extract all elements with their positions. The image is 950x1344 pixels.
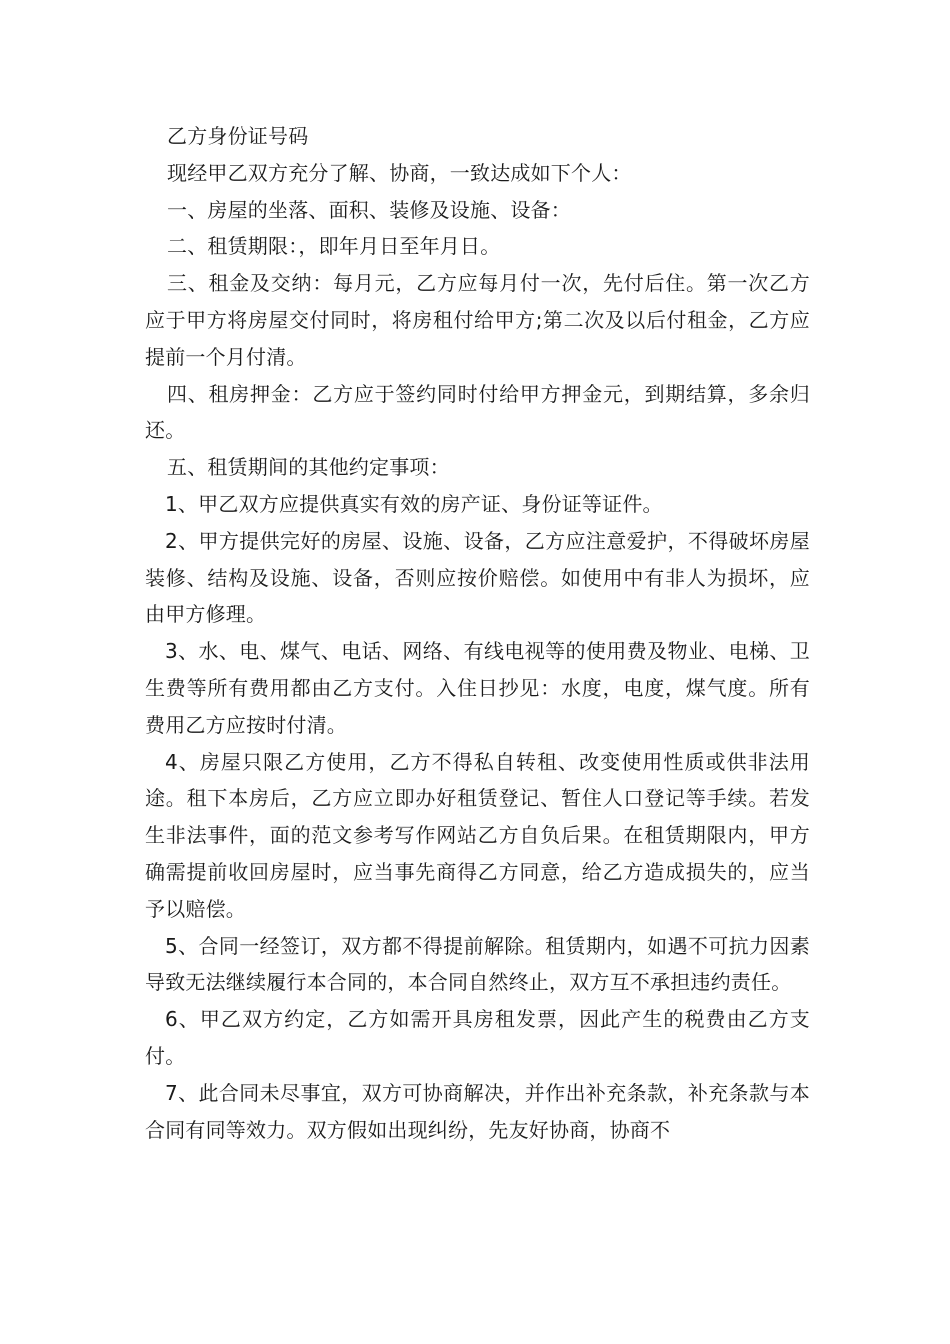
paragraph-clause-3: 三、租金及交纳：每月元，乙方应每月付一次，先付后住。第一次乙方应于甲方将房屋交付同时，将房租付给甲方;第二次及以后付租金，乙方应提前一个月付清。 xyxy=(145,271,810,369)
paragraph-id-number: 乙方身份证号码 xyxy=(167,124,309,148)
paragraph-item-5: 5、合同一经签订，双方都不得提前解除。租赁期内，如遇不可抗力因素导致无法继续履行本合同的，本合同自然终止，双方互不承担违约责任。 xyxy=(145,933,810,995)
paragraph-clause-1: 一、房屋的坐落、面积、装修及设施、设备： xyxy=(167,197,571,222)
document-body xyxy=(145,118,810,1148)
paragraph-clause-4: 四、租房押金：乙方应于签约同时付给甲方押金元，到期结算，多余归还。 xyxy=(145,381,810,443)
paragraph-item-1: 1、甲乙双方应提供真实有效的房产证、身份证等证件。 xyxy=(165,491,663,516)
paragraph-item-6: 6、甲乙双方约定，乙方如需开具房租发票，因此产生的税费由乙方支付。 xyxy=(145,1007,810,1068)
paragraph-item-3: 3、水、电、煤气、电话、网络、有线电视等的使用费及物业、电梯、卫生费等所有费用都由乙方支付。入住日抄见：水度，电度，煤气度。所有费用乙方应按时付清。 xyxy=(145,639,810,737)
paragraph-preamble: 现经甲乙双方充分了解、协商，一致达成如下个人： xyxy=(167,160,632,185)
paragraph-item-2: 2、甲方提供完好的房屋、设施、设备，乙方应注意爱护，不得破坏房屋装修、结构及设施、设备，否则应按价赔偿。如使用中有非人为损坏，应由甲方修理。 xyxy=(145,528,810,627)
paragraph-item-7: 7、此合同未尽事宜，双方可协商解决，并作出补充条款，补充条款与本合同有同等效力。双方假如出现纠纷，先友好协商，协商不 xyxy=(145,1080,810,1142)
paragraph-item-4: 4、房屋只限乙方使用，乙方不得私自转租、改变使用性质或供非法用途。租下本房后，乙方应立即办好租赁登记、暂住人口登记等手续。若发生非法事件，面的范文参考写作网站乙方自负后果。在租赁期限内，甲方确需提前收回房屋时，应当事先商得乙方同意，给乙方造成损失的，应当予以赔偿。 xyxy=(145,749,810,921)
paragraph-clause-2: 二、租赁期限：，即年月日至年月日。 xyxy=(167,234,501,259)
paragraph-clause-5: 五、租赁期间的其他约定事项： xyxy=(167,455,450,480)
